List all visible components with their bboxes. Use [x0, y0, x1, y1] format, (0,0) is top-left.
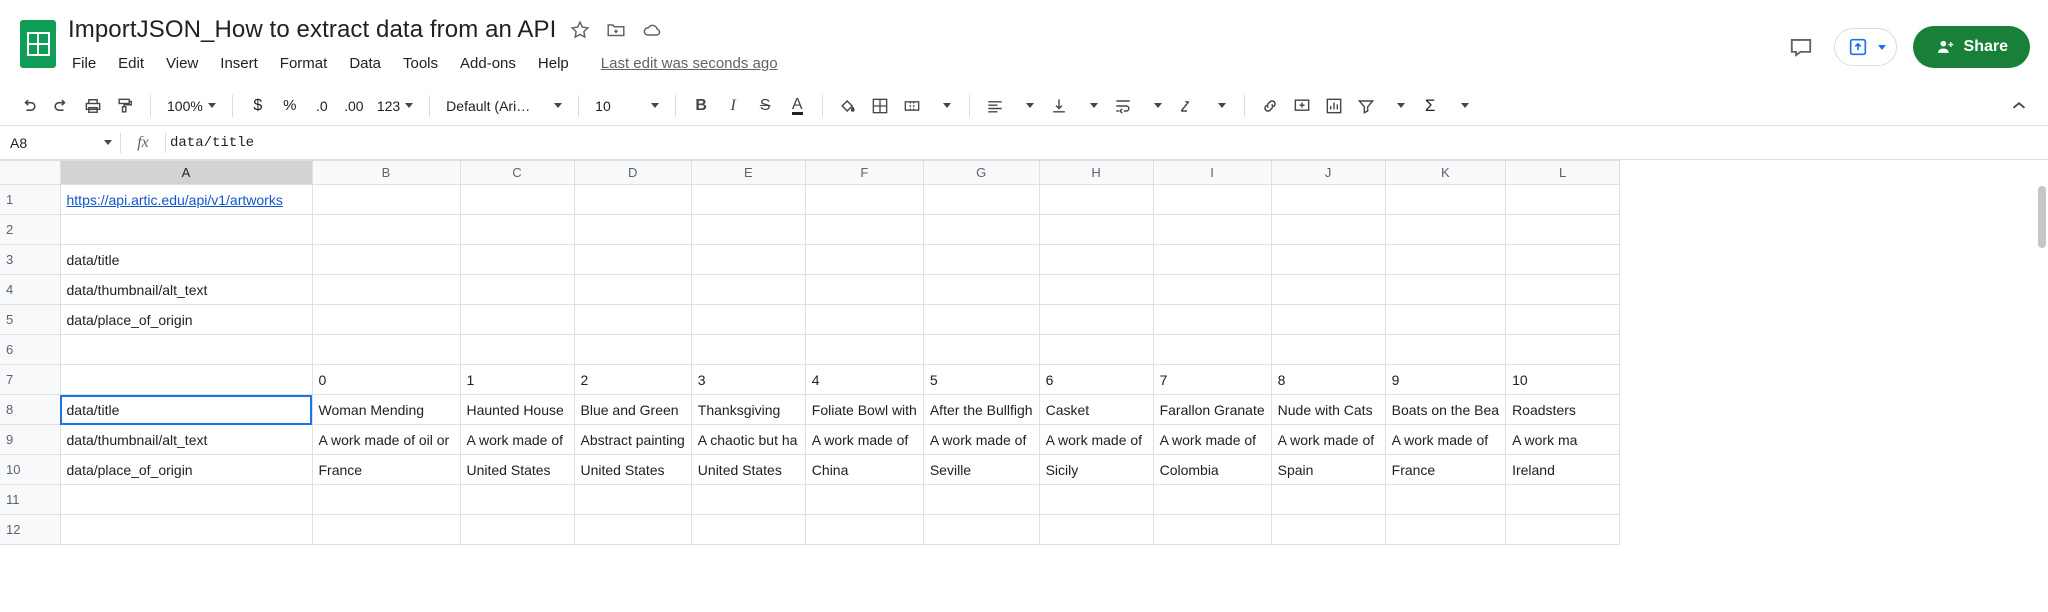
column-header-f[interactable]: F	[805, 161, 923, 185]
cell-l6[interactable]	[1506, 335, 1620, 365]
menu-item-edit[interactable]: Edit	[118, 54, 145, 72]
cell-e6[interactable]	[691, 335, 805, 365]
cell-l1[interactable]	[1506, 185, 1620, 215]
share-button-label: Share	[1963, 38, 2008, 55]
cell-k4[interactable]	[1385, 275, 1505, 305]
cell-j7[interactable]: 8	[1271, 365, 1385, 395]
cell-k5[interactable]	[1385, 305, 1505, 335]
table-row	[0, 395, 1620, 425]
text-rotation-icon[interactable]	[1172, 91, 1202, 121]
spreadsheet-grid[interactable]	[0, 160, 2048, 600]
cell-e8[interactable]: Thanksgiving	[691, 395, 805, 425]
cell-b5[interactable]	[312, 305, 460, 335]
filter-dropdown[interactable]	[1383, 91, 1413, 121]
cell-i12[interactable]	[1153, 515, 1271, 545]
row-header-3[interactable]: 3	[0, 245, 60, 275]
vertical-scrollbar-thumb[interactable]	[2038, 186, 2046, 248]
cell-b4[interactable]	[312, 275, 460, 305]
cell-j9[interactable]: A work made of	[1271, 425, 1385, 455]
cell-c3[interactable]	[460, 245, 574, 275]
print-icon[interactable]	[78, 91, 108, 121]
cell-j2[interactable]	[1271, 215, 1385, 245]
insert-comment-icon[interactable]	[1287, 91, 1317, 121]
cell-f6[interactable]	[805, 335, 923, 365]
cell-d2[interactable]	[574, 215, 691, 245]
cell-j1[interactable]	[1271, 185, 1385, 215]
cell-i8[interactable]: Farallon Granate	[1153, 395, 1271, 425]
row-header-1[interactable]: 1	[0, 185, 60, 215]
cell-g2[interactable]	[923, 215, 1039, 245]
cell-h4[interactable]	[1039, 275, 1153, 305]
cell-l10[interactable]: Ireland	[1506, 455, 1620, 485]
table-row	[0, 485, 1620, 515]
cell-j3[interactable]	[1271, 245, 1385, 275]
decrease-decimal-button[interactable]	[307, 91, 337, 121]
column-header-a[interactable]: A	[60, 161, 312, 185]
name-box-value: A8	[10, 134, 28, 151]
currency-label: $	[253, 96, 263, 114]
cell-j4[interactable]	[1271, 275, 1385, 305]
cell-b2[interactable]	[312, 215, 460, 245]
toolbar-divider	[150, 95, 151, 117]
insert-link-icon[interactable]	[1255, 91, 1285, 121]
table-row	[0, 425, 1620, 455]
cell-l5[interactable]	[1506, 305, 1620, 335]
cell-a10[interactable]: data/place_of_origin	[60, 455, 312, 485]
cell-c11[interactable]	[460, 485, 574, 515]
filter-icon[interactable]	[1351, 91, 1381, 121]
cell-i1[interactable]	[1153, 185, 1271, 215]
cell-k11[interactable]	[1385, 485, 1505, 515]
row-header-9[interactable]: 9	[0, 425, 60, 455]
table-row	[0, 245, 1620, 275]
menu-item-view[interactable]: View	[166, 54, 199, 72]
cell-d8[interactable]: Blue and Green	[574, 395, 691, 425]
cell-h11[interactable]	[1039, 485, 1153, 515]
chevron-down-icon	[1461, 103, 1469, 108]
cell-a5[interactable]: data/place_of_origin	[60, 305, 312, 335]
cell-a3[interactable]: data/title	[60, 245, 312, 275]
cell-b11[interactable]	[312, 485, 460, 515]
cell-b8[interactable]: Woman Mending	[312, 395, 460, 425]
cell-i11[interactable]	[1153, 485, 1271, 515]
zoom-value: 100%	[167, 97, 203, 114]
cell-l3[interactable]	[1506, 245, 1620, 275]
cell-l2[interactable]	[1506, 215, 1620, 245]
currency-format-button[interactable]	[243, 91, 273, 121]
cell-b10[interactable]: France	[312, 455, 460, 485]
bold-button[interactable]	[686, 91, 716, 121]
cell-h1[interactable]	[1039, 185, 1153, 215]
strikethrough-button[interactable]	[750, 91, 780, 121]
cell-j5[interactable]	[1271, 305, 1385, 335]
cell-i10[interactable]: Colombia	[1153, 455, 1271, 485]
move-to-folder-icon[interactable]	[604, 18, 628, 42]
name-box[interactable]	[0, 126, 120, 160]
cell-l11[interactable]	[1506, 485, 1620, 515]
cell-i9[interactable]: A work made of	[1153, 425, 1271, 455]
undo-icon[interactable]	[14, 91, 44, 121]
cell-g8[interactable]: After the Bullfigh	[923, 395, 1039, 425]
table-row	[0, 185, 1620, 215]
comment-history-icon[interactable]	[1784, 30, 1818, 64]
cell-e10[interactable]: United States	[691, 455, 805, 485]
more-formats-label: 123	[376, 97, 401, 114]
merge-cells-dropdown[interactable]	[929, 91, 959, 121]
insert-chart-icon[interactable]	[1319, 91, 1349, 121]
cell-e2[interactable]	[691, 215, 805, 245]
share-button[interactable]	[1913, 26, 2030, 68]
cell-f11[interactable]	[805, 485, 923, 515]
cell-d5[interactable]	[574, 305, 691, 335]
chevron-down-icon	[1026, 103, 1034, 108]
cell-b12[interactable]	[312, 515, 460, 545]
menu-item-file[interactable]: File	[72, 54, 97, 72]
percent-format-button[interactable]	[275, 91, 305, 121]
chevron-down-icon	[104, 140, 112, 145]
cell-g11[interactable]	[923, 485, 1039, 515]
toolbar-divider	[429, 95, 430, 117]
menu-item-tools[interactable]: Tools	[403, 54, 439, 72]
cell-g1[interactable]	[923, 185, 1039, 215]
column-header-h[interactable]: H	[1039, 161, 1153, 185]
column-header-d[interactable]: D	[574, 161, 691, 185]
cell-d10[interactable]: United States	[574, 455, 691, 485]
column-header-j[interactable]: J	[1271, 161, 1385, 185]
present-button[interactable]	[1834, 28, 1897, 66]
font-selector[interactable]	[440, 91, 568, 121]
percent-label: %	[283, 97, 297, 114]
cell-f9[interactable]: A work made of	[805, 425, 923, 455]
cell-d4[interactable]	[574, 275, 691, 305]
cell-c12[interactable]	[460, 515, 574, 545]
cell-f7[interactable]: 4	[805, 365, 923, 395]
cell-f1[interactable]	[805, 185, 923, 215]
cell-f5[interactable]	[805, 305, 923, 335]
url-link[interactable]: https://api.artic.edu/api/v1/artworks	[66, 191, 283, 208]
cell-d11[interactable]	[574, 485, 691, 515]
cell-h7[interactable]: 6	[1039, 365, 1153, 395]
cell-c10[interactable]: United States	[460, 455, 574, 485]
cell-c8[interactable]: Haunted House	[460, 395, 574, 425]
cell-a9[interactable]: data/thumbnail/alt_text	[60, 425, 312, 455]
functions-dropdown[interactable]	[1447, 91, 1477, 121]
functions-label: Σ	[1424, 95, 1436, 115]
cell-e9[interactable]: A chaotic but ha	[691, 425, 805, 455]
text-wrapping-dropdown[interactable]	[1140, 91, 1170, 121]
cell-f4[interactable]	[805, 275, 923, 305]
cell-d9[interactable]: Abstract painting	[574, 425, 691, 455]
cell-h6[interactable]	[1039, 335, 1153, 365]
grid-table	[0, 160, 1620, 545]
cell-c4[interactable]	[460, 275, 574, 305]
paint-format-icon[interactable]	[110, 91, 140, 121]
collapse-toolbar-icon[interactable]	[2004, 91, 2034, 121]
cell-b1[interactable]	[312, 185, 460, 215]
chevron-down-icon	[1397, 103, 1405, 108]
row-header-11[interactable]: 11	[0, 485, 60, 515]
menu-item-help[interactable]: Help	[537, 54, 569, 72]
cell-f8[interactable]: Foliate Bowl with	[805, 395, 923, 425]
cell-j6[interactable]	[1271, 335, 1385, 365]
column-header-i[interactable]: I	[1153, 161, 1271, 185]
star-icon[interactable]	[568, 18, 592, 42]
column-header-b[interactable]: B	[312, 161, 460, 185]
cell-g12[interactable]	[923, 515, 1039, 545]
cell-k6[interactable]	[1385, 335, 1505, 365]
toolbar-divider	[578, 95, 579, 117]
table-row	[0, 305, 1620, 335]
cell-i6[interactable]	[1153, 335, 1271, 365]
table-row	[0, 455, 1620, 485]
menu-bar	[68, 50, 1784, 76]
table-row	[0, 275, 1620, 305]
cell-g9[interactable]: A work made of	[923, 425, 1039, 455]
fx-icon[interactable]: fx	[137, 133, 149, 151]
toolbar-divider	[969, 95, 970, 117]
text-rotation-dropdown[interactable]	[1204, 91, 1234, 121]
cell-h8[interactable]: Casket	[1039, 395, 1153, 425]
cell-b3[interactable]	[312, 245, 460, 275]
row-header-8[interactable]: 8	[0, 395, 60, 425]
cell-a4[interactable]: data/thumbnail/alt_text	[60, 275, 312, 305]
text-wrapping-icon[interactable]	[1108, 91, 1138, 121]
column-header-l[interactable]: L	[1506, 161, 1620, 185]
cell-c2[interactable]	[460, 215, 574, 245]
chevron-down-icon	[943, 103, 951, 108]
cell-k2[interactable]	[1385, 215, 1505, 245]
chevron-down-icon	[208, 103, 216, 108]
column-header-row	[0, 161, 1620, 185]
table-row	[0, 515, 1620, 545]
cell-g6[interactable]	[923, 335, 1039, 365]
cell-h12[interactable]	[1039, 515, 1153, 545]
chevron-down-icon	[554, 103, 562, 108]
cell-c6[interactable]	[460, 335, 574, 365]
increase-decimal-button[interactable]	[339, 91, 369, 121]
row-header-4[interactable]: 4	[0, 275, 60, 305]
zoom-selector[interactable]	[161, 91, 222, 121]
functions-button[interactable]	[1415, 91, 1445, 121]
cell-a7[interactable]	[60, 365, 312, 395]
cell-f2[interactable]	[805, 215, 923, 245]
menu-item-add-ons[interactable]: Add-ons	[460, 54, 516, 72]
cell-l8[interactable]: Roadsters	[1506, 395, 1620, 425]
horizontal-align-icon[interactable]	[980, 91, 1010, 121]
cell-k8[interactable]: Boats on the Bea	[1385, 395, 1505, 425]
toolbar-divider	[232, 95, 233, 117]
cell-c7[interactable]: 1	[460, 365, 574, 395]
borders-icon[interactable]	[865, 91, 895, 121]
app-header	[0, 0, 2048, 86]
cell-f10[interactable]: China	[805, 455, 923, 485]
cell-e5[interactable]	[691, 305, 805, 335]
document-title[interactable]: ImportJSON_How to extract data from an API	[68, 16, 557, 43]
cell-d6[interactable]	[574, 335, 691, 365]
table-row	[0, 215, 1620, 245]
column-header-g[interactable]: G	[923, 161, 1039, 185]
chevron-down-icon	[1218, 103, 1226, 108]
cell-e7[interactable]: 3	[691, 365, 805, 395]
row-header-12[interactable]: 12	[0, 515, 60, 545]
cell-g7[interactable]: 5	[923, 365, 1039, 395]
cell-j10[interactable]: Spain	[1271, 455, 1385, 485]
cell-a11[interactable]	[60, 485, 312, 515]
font-size-value: 10	[595, 97, 611, 114]
cell-k3[interactable]	[1385, 245, 1505, 275]
cell-h10[interactable]: Sicily	[1039, 455, 1153, 485]
cell-e1[interactable]	[691, 185, 805, 215]
cell-b6[interactable]	[312, 335, 460, 365]
cell-i3[interactable]	[1153, 245, 1271, 275]
horizontal-align-dropdown[interactable]	[1012, 91, 1042, 121]
row-header-5[interactable]: 5	[0, 305, 60, 335]
cell-e4[interactable]	[691, 275, 805, 305]
cell-j8[interactable]: Nude with Cats	[1271, 395, 1385, 425]
strikethrough-label: S	[759, 96, 771, 114]
menu-item-data[interactable]: Data	[349, 54, 381, 72]
cell-l7[interactable]: 10	[1506, 365, 1620, 395]
cell-h9[interactable]: A work made of	[1039, 425, 1153, 455]
cell-d7[interactable]: 2	[574, 365, 691, 395]
cell-a6[interactable]	[60, 335, 312, 365]
text-color-button[interactable]	[782, 91, 812, 121]
merge-cells-icon[interactable]	[897, 91, 927, 121]
cell-e12[interactable]	[691, 515, 805, 545]
cell-b7[interactable]: 0	[312, 365, 460, 395]
text-color-label: A	[791, 95, 803, 113]
cell-d1[interactable]	[574, 185, 691, 215]
cell-d12[interactable]	[574, 515, 691, 545]
cell-h3[interactable]	[1039, 245, 1153, 275]
google-sheets-logo[interactable]	[18, 18, 58, 70]
cloud-saved-icon[interactable]	[640, 18, 664, 42]
chevron-down-icon	[405, 103, 413, 108]
decrease-decimal-label: .0	[315, 97, 328, 114]
cell-f3[interactable]	[805, 245, 923, 275]
cell-d3[interactable]	[574, 245, 691, 275]
cell-h5[interactable]	[1039, 305, 1153, 335]
cell-g4[interactable]	[923, 275, 1039, 305]
cell-g3[interactable]	[923, 245, 1039, 275]
cell-a8-selected[interactable]: data/title	[60, 395, 312, 425]
cell-f12[interactable]	[805, 515, 923, 545]
cell-c1[interactable]	[460, 185, 574, 215]
cell-a12[interactable]	[60, 515, 312, 545]
cell-g10[interactable]: Seville	[923, 455, 1039, 485]
cell-k12[interactable]	[1385, 515, 1505, 545]
italic-button[interactable]	[718, 91, 748, 121]
chevron-down-icon	[1878, 45, 1886, 50]
cell-j12[interactable]	[1271, 515, 1385, 545]
chevron-down-icon	[1154, 103, 1162, 108]
header-actions	[1784, 26, 2030, 68]
cell-i5[interactable]	[1153, 305, 1271, 335]
column-header-e[interactable]: E	[691, 161, 805, 185]
title-area	[68, 10, 1784, 76]
table-row	[0, 335, 1620, 365]
vertical-align-dropdown[interactable]	[1076, 91, 1106, 121]
vertical-scrollbar[interactable]	[2036, 186, 2048, 600]
cell-j11[interactable]	[1271, 485, 1385, 515]
cell-l9[interactable]: A work ma	[1506, 425, 1620, 455]
cell-k1[interactable]	[1385, 185, 1505, 215]
cell-i2[interactable]	[1153, 215, 1271, 245]
cell-a1[interactable]	[60, 185, 312, 215]
row-header-6[interactable]: 6	[0, 335, 60, 365]
font-size-selector[interactable]	[589, 91, 665, 121]
redo-icon[interactable]	[46, 91, 76, 121]
cell-k7[interactable]: 9	[1385, 365, 1505, 395]
cell-l4[interactable]	[1506, 275, 1620, 305]
table-row	[0, 365, 1620, 395]
formula-input[interactable]: data/title	[170, 134, 255, 151]
toolbar-divider	[675, 95, 676, 117]
select-all-corner[interactable]	[0, 161, 60, 185]
cell-h2[interactable]	[1039, 215, 1153, 245]
row-header-10[interactable]: 10	[0, 455, 60, 485]
toolbar-divider	[1244, 95, 1245, 117]
cell-e11[interactable]	[691, 485, 805, 515]
formula-bar	[0, 126, 2048, 160]
title-row	[68, 10, 1784, 50]
vertical-align-icon[interactable]	[1044, 91, 1074, 121]
italic-label: I	[730, 96, 736, 114]
fill-color-icon[interactable]	[833, 91, 863, 121]
toolbar	[0, 86, 2048, 126]
chevron-down-icon	[651, 103, 659, 108]
more-formats-button[interactable]	[371, 91, 419, 121]
row-header-2[interactable]: 2	[0, 215, 60, 245]
column-header-c[interactable]: C	[460, 161, 574, 185]
cell-e3[interactable]	[691, 245, 805, 275]
cell-i4[interactable]	[1153, 275, 1271, 305]
cell-a2[interactable]	[60, 215, 312, 245]
chevron-down-icon	[1090, 103, 1098, 108]
cell-k10[interactable]: France	[1385, 455, 1505, 485]
cell-i7[interactable]: 7	[1153, 365, 1271, 395]
cell-b9[interactable]: A work made of oil or	[312, 425, 460, 455]
font-name: Default (Ari…	[446, 97, 531, 114]
last-edit-status[interactable]: Last edit was seconds ago	[600, 54, 778, 72]
cell-c9[interactable]: A work made of	[460, 425, 574, 455]
bold-label: B	[695, 96, 707, 114]
grid-body	[0, 185, 1620, 545]
column-header-k[interactable]: K	[1385, 161, 1505, 185]
row-header-7[interactable]: 7	[0, 365, 60, 395]
increase-decimal-label: .00	[344, 97, 364, 114]
cell-l12[interactable]	[1506, 515, 1620, 545]
menu-item-format[interactable]: Format	[279, 54, 328, 72]
cell-k9[interactable]: A work made of	[1385, 425, 1505, 455]
toolbar-divider	[822, 95, 823, 117]
menu-item-insert[interactable]: Insert	[220, 54, 258, 72]
cell-c5[interactable]	[460, 305, 574, 335]
cell-g5[interactable]	[923, 305, 1039, 335]
